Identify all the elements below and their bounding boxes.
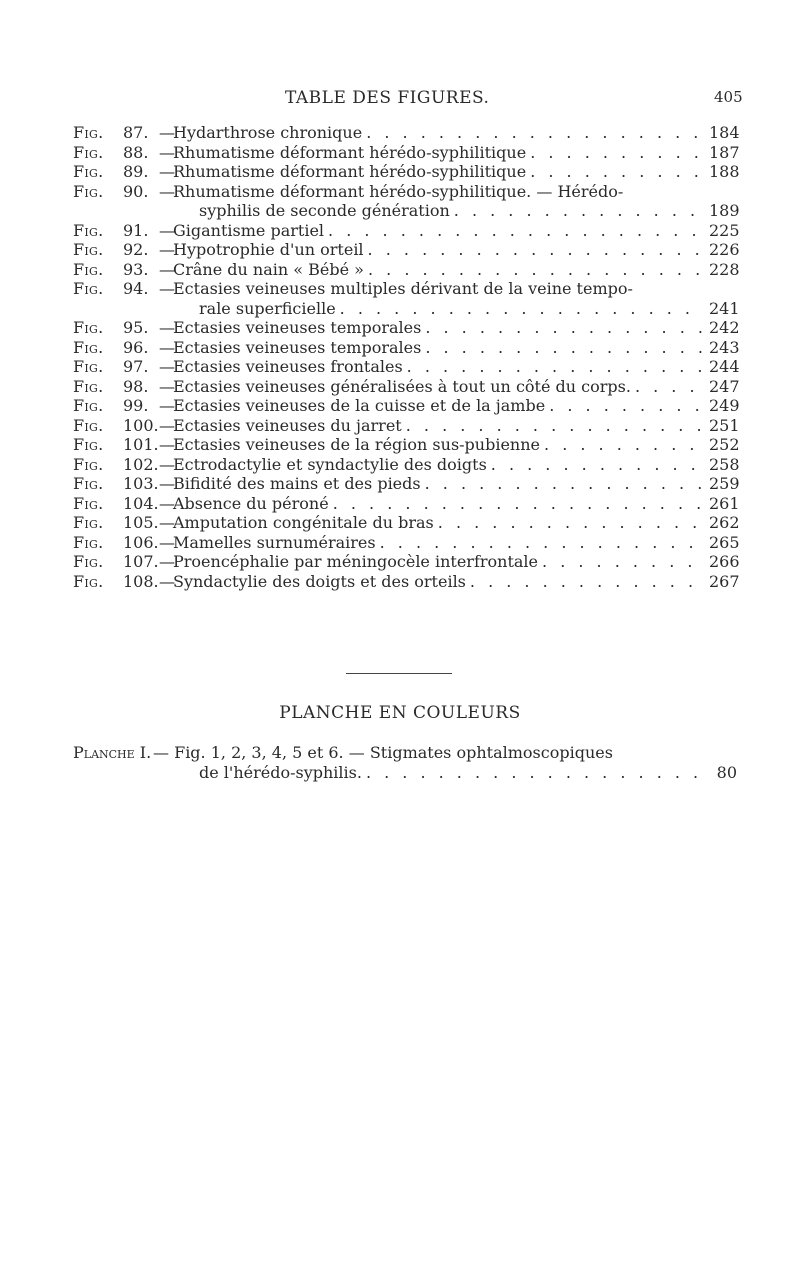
- em-dash: —: [159, 318, 175, 337]
- caption-line: [173, 376, 740, 397]
- dot-leader: [368, 240, 703, 260]
- figure-caption: [173, 493, 740, 514]
- plate-page: 80: [716, 762, 737, 782]
- em-dash: —: [159, 474, 175, 493]
- figure-page: 267: [709, 571, 740, 591]
- dot-leader: [406, 416, 703, 436]
- figure-caption: [173, 552, 740, 572]
- em-dash: —: [159, 220, 175, 240]
- em-dash: —: [159, 513, 175, 532]
- figure-number: 101.: [123, 435, 159, 454]
- caption-text: Absence du péroné: [173, 493, 329, 513]
- figure-caption: [173, 357, 740, 377]
- figure-entry: [73, 181, 740, 221]
- figure-entry: [73, 396, 740, 416]
- figure-page: 249: [709, 396, 740, 415]
- figure-label: Fig.: [73, 318, 104, 337]
- figure-page: 226: [709, 240, 740, 259]
- caption-text: Ectasies veineuses de la cuisse et de la jambe: [173, 396, 546, 415]
- plate-entry: [73, 743, 737, 782]
- figure-number: 96.: [123, 337, 149, 357]
- figure-number: 108.: [123, 571, 159, 591]
- caption-line: [173, 532, 740, 553]
- figure-number: 102.: [123, 454, 159, 474]
- section-title: PLANCHE EN COULEURS: [279, 703, 521, 723]
- figure-entry: [73, 415, 740, 436]
- figure-entry: [73, 552, 740, 572]
- figure-number: 91.: [123, 220, 149, 240]
- caption-text: Rhumatisme déformant hérédo-syphilitique: [173, 162, 527, 181]
- plate-caption-line-1: — Fig. 1, 2, 3, 4, 5 et 6. — Stigmates ophtalmoscopiques: [153, 743, 613, 762]
- figure-caption: [173, 240, 740, 260]
- figure-page: 251: [709, 415, 740, 435]
- dot-leader: [333, 494, 703, 514]
- em-dash: —: [159, 435, 175, 454]
- figure-page: 244: [709, 357, 740, 376]
- caption-line: [173, 298, 740, 319]
- dot-leader: [425, 338, 703, 358]
- figure-entry: [73, 435, 740, 455]
- em-dash: —: [159, 376, 175, 396]
- em-dash: —: [159, 181, 175, 201]
- em-dash: —: [159, 552, 175, 571]
- figure-caption: [173, 162, 740, 182]
- em-dash: —: [159, 571, 175, 591]
- figure-number: 90.: [123, 181, 149, 201]
- caption-text: Hydarthrose chronique: [173, 123, 363, 142]
- figure-entry: [73, 162, 740, 182]
- figure-page: 258: [709, 454, 740, 474]
- caption-text: Ectasies veineuses temporales: [173, 337, 422, 357]
- dot-leader: [425, 474, 703, 494]
- figure-page: 225: [709, 220, 740, 240]
- figure-label: Fig.: [73, 435, 104, 454]
- figure-caption: [173, 376, 740, 397]
- caption-text: Amputation congénitale du bras: [173, 513, 434, 532]
- figure-page: 187: [709, 142, 740, 162]
- figure-caption: [173, 279, 740, 318]
- figure-number: 95.: [123, 318, 149, 337]
- em-dash: —: [159, 123, 175, 142]
- figure-label: Fig.: [73, 162, 104, 181]
- figure-entry: [73, 259, 740, 280]
- figure-label: Fig.: [73, 454, 104, 474]
- figure-caption: [173, 337, 740, 358]
- caption-line: [173, 571, 740, 592]
- figure-page: 189: [709, 201, 740, 220]
- figure-caption: [173, 454, 740, 475]
- figure-caption: [173, 415, 740, 436]
- figure-label: Fig.: [73, 181, 104, 201]
- dot-leader: [530, 143, 703, 163]
- figure-entry: [73, 474, 740, 494]
- caption-line: [173, 259, 740, 280]
- figure-page: 247: [709, 376, 740, 396]
- figure-caption: [173, 571, 740, 592]
- section-divider: [346, 673, 452, 674]
- figure-number: 97.: [123, 357, 149, 376]
- figure-caption: [173, 181, 740, 221]
- figure-list: [73, 123, 740, 591]
- figure-entry: [73, 318, 740, 338]
- caption-text: Mamelles surnuméraires: [173, 532, 376, 552]
- figure-label: Fig.: [73, 220, 104, 240]
- plate-label: Planche I.: [73, 743, 152, 762]
- dot-leader: [366, 763, 703, 783]
- figure-label: Fig.: [73, 259, 104, 279]
- figure-caption: [173, 318, 740, 338]
- figure-number: 104.: [123, 493, 159, 513]
- figure-entry: [73, 357, 740, 377]
- figure-number: 106.: [123, 532, 159, 552]
- figure-label: Fig.: [73, 142, 104, 162]
- figure-label: Fig.: [73, 279, 104, 298]
- em-dash: —: [159, 337, 175, 357]
- figure-caption: [173, 220, 740, 241]
- em-dash: —: [159, 493, 175, 513]
- figure-label: Fig.: [73, 513, 104, 532]
- figure-page: 242: [709, 318, 740, 337]
- caption-text: Ectasies veineuses du jarret: [173, 415, 402, 435]
- figure-page: 252: [709, 435, 740, 454]
- caption-line: [173, 474, 740, 494]
- dot-leader: [470, 572, 703, 592]
- caption-line: [173, 415, 740, 436]
- caption-line: [173, 123, 740, 143]
- dot-leader: [425, 318, 703, 338]
- figure-label: Fig.: [73, 357, 104, 376]
- figure-entry: [73, 376, 740, 397]
- figure-caption: [173, 396, 740, 416]
- figure-label: Fig.: [73, 337, 104, 357]
- figure-number: 89.: [123, 162, 149, 181]
- dot-leader: [544, 435, 703, 455]
- figure-entry: [73, 493, 740, 514]
- figure-page: 243: [709, 337, 740, 357]
- figure-number: 100.: [123, 415, 159, 435]
- plate-line: [153, 763, 737, 783]
- figure-label: Fig.: [73, 571, 104, 591]
- em-dash: —: [159, 259, 175, 279]
- figure-caption: [173, 474, 740, 494]
- figure-entry: [73, 142, 740, 163]
- figure-page: 188: [709, 162, 740, 181]
- dot-leader: [635, 377, 703, 397]
- figure-entry: [73, 571, 740, 592]
- dot-leader: [530, 162, 703, 182]
- caption-line: [173, 318, 740, 338]
- dot-leader: [542, 552, 703, 572]
- figure-label: Fig.: [73, 552, 104, 571]
- caption-line: [173, 182, 737, 202]
- em-dash: —: [159, 240, 175, 259]
- figure-number: 94.: [123, 279, 149, 298]
- caption-text: Ectasies veineuses généralisées à tout un côté du corps.: [173, 376, 631, 396]
- dot-leader: [454, 201, 703, 221]
- caption-text: syphilis de seconde génération: [199, 201, 450, 220]
- caption-text: Syndactylie des doigts et des orteils: [173, 571, 466, 591]
- figure-page: 228: [709, 259, 740, 279]
- figure-caption: [173, 123, 740, 143]
- figure-page: 259: [709, 474, 740, 493]
- caption-line: [173, 552, 740, 572]
- caption-line: [173, 337, 740, 358]
- caption-line: [173, 220, 740, 241]
- caption-line: [173, 142, 740, 163]
- caption-line: [173, 240, 740, 260]
- plate-body: [153, 743, 737, 782]
- figure-caption: [173, 532, 740, 553]
- caption-line: [173, 513, 740, 533]
- em-dash: —: [159, 396, 175, 415]
- em-dash: —: [159, 415, 175, 435]
- figure-number: 103.: [123, 474, 159, 493]
- caption-line: [173, 162, 740, 182]
- figure-label: Fig.: [73, 493, 104, 513]
- figure-page: 261: [709, 493, 740, 513]
- figure-label: Fig.: [73, 376, 104, 396]
- figure-entry: [73, 123, 740, 143]
- caption-text: Ectasies veineuses multiples dérivant de la veine tempo-: [173, 279, 633, 298]
- dot-leader: [368, 260, 703, 280]
- caption-text: Ectrodactylie et syndactylie des doigts: [173, 454, 487, 474]
- em-dash: —: [159, 279, 175, 298]
- em-dash: —: [159, 357, 175, 376]
- dot-leader: [438, 513, 703, 533]
- figure-number: 99.: [123, 396, 149, 415]
- figure-label: Fig.: [73, 123, 104, 142]
- dot-leader: [366, 123, 703, 143]
- figure-label: Fig.: [73, 532, 104, 552]
- figure-entry: [73, 337, 740, 358]
- figure-entry: [73, 240, 740, 260]
- figure-entry: [73, 532, 740, 553]
- caption-text: Bifidité des mains et des pieds: [173, 474, 421, 493]
- dot-leader: [407, 357, 703, 377]
- figure-caption: [173, 142, 740, 163]
- figure-number: 92.: [123, 240, 149, 259]
- caption-line: [173, 279, 737, 299]
- figure-label: Fig.: [73, 240, 104, 259]
- figure-label: Fig.: [73, 415, 104, 435]
- caption-line: [173, 454, 740, 475]
- figure-number: 93.: [123, 259, 149, 279]
- figure-label: Fig.: [73, 396, 104, 415]
- figure-page: 241: [709, 298, 740, 318]
- caption-text: Ectasies veineuses frontales: [173, 357, 403, 376]
- caption-text: Ectasies veineuses de la région sus-pubienne: [173, 435, 541, 454]
- figure-page: 265: [709, 532, 740, 552]
- figure-page: 262: [709, 513, 740, 532]
- caption-text: Ectasies veineuses temporales: [173, 318, 422, 337]
- figure-label: Fig.: [73, 474, 104, 493]
- em-dash: —: [159, 142, 175, 162]
- caption-text: Crâne du nain « Bébé »: [173, 259, 364, 279]
- figure-page: 266: [709, 552, 740, 571]
- dot-leader: [340, 299, 703, 319]
- figure-number: 98.: [123, 376, 149, 396]
- figure-page: 184: [709, 123, 740, 142]
- figure-entry: [73, 220, 740, 241]
- page-number: 405: [714, 88, 743, 106]
- figure-caption: [173, 259, 740, 280]
- dot-leader: [380, 533, 703, 553]
- caption-line: [173, 435, 740, 455]
- caption-line: [173, 357, 740, 377]
- figure-number: 87.: [123, 123, 149, 142]
- plate-line: [153, 743, 737, 763]
- caption-text: Proencéphalie par méningocèle interfrontale: [173, 552, 539, 571]
- figure-number: 88.: [123, 142, 149, 162]
- caption-text: Hypotrophie d'un orteil: [173, 240, 364, 259]
- caption-line: [173, 493, 740, 514]
- dot-leader: [491, 455, 703, 475]
- page-header: [0, 88, 800, 112]
- caption-line: [173, 396, 740, 416]
- caption-text: rale superficielle: [199, 298, 336, 318]
- figure-number: 107.: [123, 552, 159, 571]
- plate-caption-line-2: de l'hérédo-syphilis.: [199, 762, 362, 782]
- figure-entry: [73, 513, 740, 533]
- dot-leader: [328, 221, 703, 241]
- dot-leader: [549, 396, 703, 416]
- em-dash: —: [159, 162, 175, 181]
- em-dash: —: [159, 454, 175, 474]
- caption-text: Rhumatisme déformant hérédo-syphilitique. — Hérédo-: [173, 181, 624, 201]
- figure-entry: [73, 454, 740, 475]
- figure-caption: [173, 435, 740, 455]
- figure-number: 105.: [123, 513, 159, 532]
- page-title: TABLE DES FIGURES.: [285, 88, 490, 108]
- caption-text: Rhumatisme déformant hérédo-syphilitique: [173, 142, 527, 162]
- figure-entry: [73, 279, 740, 318]
- em-dash: —: [159, 532, 175, 552]
- caption-text: Gigantisme partiel: [173, 220, 325, 240]
- figure-caption: [173, 513, 740, 533]
- caption-line: [173, 201, 740, 221]
